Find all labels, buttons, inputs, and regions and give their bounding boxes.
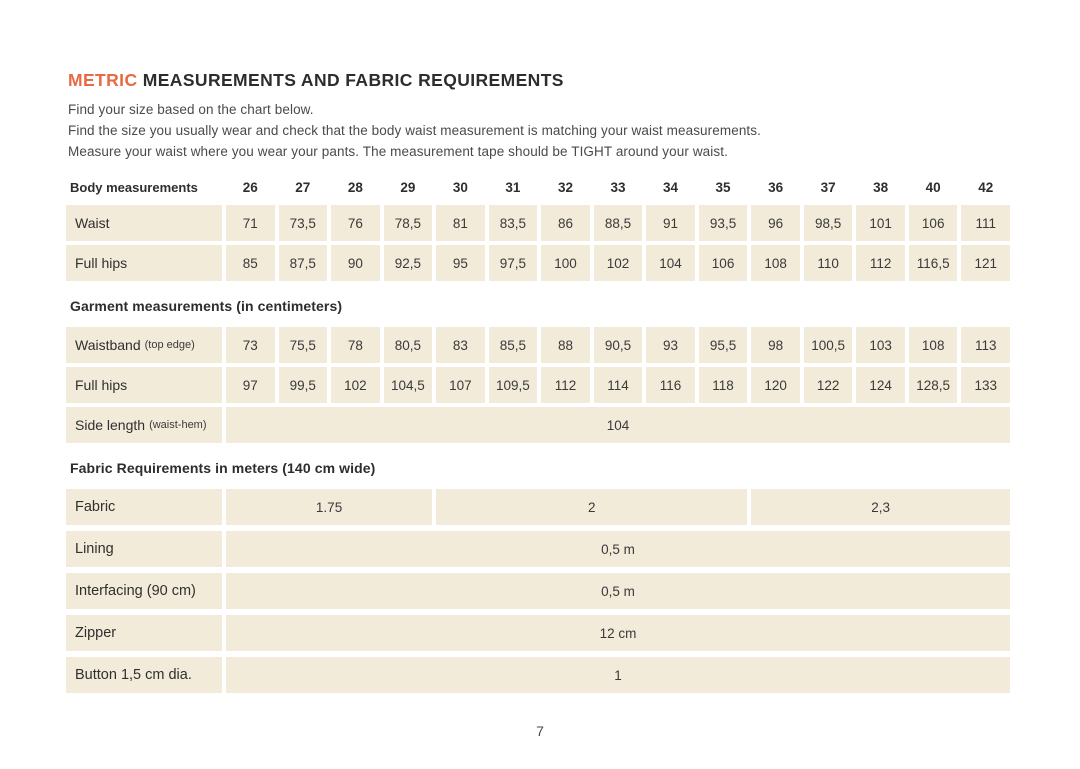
body-fullhips-value: 112 xyxy=(856,245,905,281)
body-waist-value: 111 xyxy=(961,205,1010,241)
lining-label: Lining xyxy=(66,531,222,567)
body-fullhips-row xyxy=(66,245,1010,281)
body-fullhips-value: 104 xyxy=(646,245,695,281)
garment-waistband-value: 103 xyxy=(856,327,905,363)
body-fullhips-value: 97,5 xyxy=(489,245,538,281)
fabric-section-title: Fabric Requirements in meters (140 cm wide) xyxy=(70,460,376,476)
body-waist-value: 88,5 xyxy=(594,205,643,241)
garment-sidelength-row xyxy=(66,407,1010,443)
zipper-label: Zipper xyxy=(66,615,222,651)
zipper-row xyxy=(66,615,1010,651)
body-waist-value: 93,5 xyxy=(699,205,748,241)
button-label: Button 1,5 cm dia. xyxy=(66,657,222,693)
zipper-value: 12 cm xyxy=(226,615,1010,651)
garment-waistband-value: 100,5 xyxy=(804,327,853,363)
garment-fullhips-value: 116 xyxy=(646,367,695,403)
size-col-35: 35 xyxy=(715,179,731,195)
garment-waistband-value: 108 xyxy=(909,327,958,363)
body-waist-value: 106 xyxy=(909,205,958,241)
size-col-33: 33 xyxy=(610,179,626,195)
body-waist-value: 83,5 xyxy=(489,205,538,241)
garment-fullhips-value: 118 xyxy=(699,367,748,403)
garment-fullhips-value: 99,5 xyxy=(279,367,328,403)
garment-waistband-label-text: Waistband xyxy=(75,337,141,353)
body-fullhips-value: 95 xyxy=(436,245,485,281)
garment-waistband-value: 93 xyxy=(646,327,695,363)
garment-waistband-value: 95,5 xyxy=(699,327,748,363)
size-col-30: 30 xyxy=(452,179,468,195)
garment-section-title: Garment measurements (in centimeters) xyxy=(70,298,343,314)
size-header-label: Body measurements xyxy=(70,179,198,195)
body-fullhips-value: 90 xyxy=(331,245,380,281)
size-header-row xyxy=(66,175,1010,199)
garment-waistband-value: 75,5 xyxy=(279,327,328,363)
body-waist-value: 76 xyxy=(331,205,380,241)
garment-waistband-row xyxy=(66,327,1010,363)
garment-sidelength-value: 104 xyxy=(226,407,1010,443)
page-number: 7 xyxy=(536,723,544,739)
size-col-31: 31 xyxy=(505,179,521,195)
body-fullhips-value: 106 xyxy=(699,245,748,281)
body-fullhips-value: 85 xyxy=(226,245,275,281)
size-col-32: 32 xyxy=(557,179,573,195)
garment-waistband-value: 90,5 xyxy=(594,327,643,363)
body-fullhips-value: 110 xyxy=(804,245,853,281)
size-col-36: 36 xyxy=(768,179,784,195)
garment-fullhips-value: 128,5 xyxy=(909,367,958,403)
size-col-37: 37 xyxy=(820,179,836,195)
garment-sidelength-label-note: (waist-hem) xyxy=(149,419,207,431)
size-col-26: 26 xyxy=(242,179,258,195)
body-fullhips-value: 102 xyxy=(594,245,643,281)
garment-fullhips-value: 114 xyxy=(594,367,643,403)
garment-waistband-label xyxy=(66,327,222,363)
garment-fullhips-value: 97 xyxy=(226,367,275,403)
body-waist-value: 73,5 xyxy=(279,205,328,241)
garment-waistband-label-note: (top edge) xyxy=(144,339,195,351)
body-fullhips-value: 87,5 xyxy=(279,245,328,281)
garment-fullhips-value: 104,5 xyxy=(384,367,433,403)
body-fullhips-label: Full hips xyxy=(66,245,222,281)
body-fullhips-value: 108 xyxy=(751,245,800,281)
size-col-34: 34 xyxy=(663,179,679,195)
body-waist-value: 91 xyxy=(646,205,695,241)
fabric-row xyxy=(66,489,1010,525)
button-row xyxy=(66,657,1010,693)
garment-waistband-value: 85,5 xyxy=(489,327,538,363)
size-col-28: 28 xyxy=(347,179,363,195)
button-value: 1 xyxy=(226,657,1010,693)
size-col-29: 29 xyxy=(400,179,416,195)
body-waist-value: 86 xyxy=(541,205,590,241)
garment-fullhips-value: 122 xyxy=(804,367,853,403)
body-waist-value: 98,5 xyxy=(804,205,853,241)
body-waist-row xyxy=(66,205,1010,241)
fabric-value-group-3: 2,3 xyxy=(751,489,1010,525)
page-title-rest: MEASUREMENTS AND FABRIC REQUIREMENTS xyxy=(137,70,564,90)
garment-fullhips-value: 120 xyxy=(751,367,800,403)
size-col-38: 38 xyxy=(873,179,889,195)
interfacing-value: 0,5 m xyxy=(226,573,1010,609)
fabric-value-group-1: 1.75 xyxy=(226,489,432,525)
body-waist-value: 96 xyxy=(751,205,800,241)
lining-row xyxy=(66,531,1010,567)
garment-sidelength-label-text: Side length xyxy=(75,417,146,433)
size-col-42: 42 xyxy=(978,179,994,195)
body-waist-value: 101 xyxy=(856,205,905,241)
garment-waistband-value: 83 xyxy=(436,327,485,363)
garment-fullhips-value: 124 xyxy=(856,367,905,403)
body-waist-value: 71 xyxy=(226,205,275,241)
garment-fullhips-value: 112 xyxy=(541,367,590,403)
garment-fullhips-value: 133 xyxy=(961,367,1010,403)
garment-sidelength-label xyxy=(66,407,222,443)
garment-fullhips-value: 109,5 xyxy=(489,367,538,403)
garment-waistband-value: 88 xyxy=(541,327,590,363)
garment-waistband-value: 78 xyxy=(331,327,380,363)
body-fullhips-value: 116,5 xyxy=(909,245,958,281)
garment-waistband-value: 98 xyxy=(751,327,800,363)
body-fullhips-value: 100 xyxy=(541,245,590,281)
body-fullhips-value: 92,5 xyxy=(384,245,433,281)
garment-fullhips-row xyxy=(66,367,1010,403)
body-fullhips-value: 121 xyxy=(961,245,1010,281)
intro-line-3: Measure your waist where you wear your pants. The measurement tape should be TIGHT around your waist. xyxy=(68,144,728,159)
body-waist-value: 81 xyxy=(436,205,485,241)
interfacing-row xyxy=(66,573,1010,609)
lining-value: 0,5 m xyxy=(226,531,1010,567)
garment-waistband-value: 73 xyxy=(226,327,275,363)
garment-fullhips-value: 107 xyxy=(436,367,485,403)
intro-text xyxy=(66,100,1014,162)
size-col-40: 40 xyxy=(925,179,941,195)
body-waist-label: Waist xyxy=(66,205,222,241)
intro-line-2: Find the size you usually wear and check that the body waist measurement is matching your waist measurements. xyxy=(68,123,761,138)
garment-waistband-value: 80,5 xyxy=(384,327,433,363)
page-title xyxy=(68,70,1014,91)
page-title-highlight: METRIC xyxy=(68,70,138,90)
body-waist-value: 78,5 xyxy=(384,205,433,241)
garment-fullhips-value: 102 xyxy=(331,367,380,403)
garment-fullhips-label: Full hips xyxy=(66,367,222,403)
intro-line-1: Find your size based on the chart below. xyxy=(68,102,314,117)
fabric-label: Fabric xyxy=(66,489,222,525)
fabric-value-group-2: 2 xyxy=(436,489,747,525)
size-col-27: 27 xyxy=(295,179,311,195)
garment-waistband-value: 113 xyxy=(961,327,1010,363)
interfacing-label: Interfacing (90 cm) xyxy=(66,573,222,609)
